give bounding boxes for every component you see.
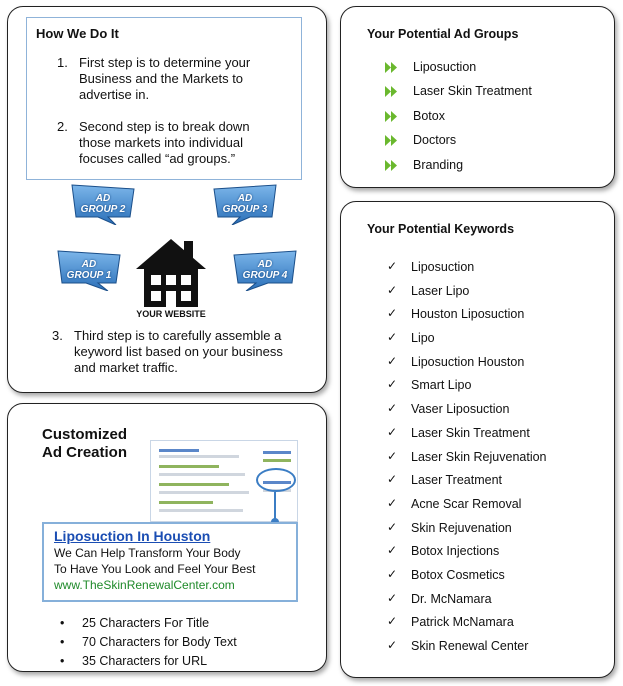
keyword-item [387, 425, 547, 449]
arrow-icon [385, 135, 401, 146]
keyword-item [387, 614, 547, 638]
keyword-label: Lipo [411, 331, 435, 346]
keyword-item [387, 283, 547, 307]
check-icon: ✓ [387, 495, 398, 510]
ad-group-4-bubble [230, 249, 300, 291]
website-label: YOUR WEBSITE [136, 309, 206, 319]
ad-group-2-line1: AD [95, 193, 111, 204]
keyword-label: Laser Lipo [411, 283, 470, 298]
ad-group-item-label: Botox [413, 108, 445, 123]
check-icon: ✓ [387, 259, 398, 273]
check-icon: ✓ [387, 614, 398, 629]
check-icon: ✓ [387, 401, 398, 416]
ad-group-3-line1: AD [237, 193, 253, 204]
ad-group-item [385, 59, 532, 83]
check-icon: ✓ [387, 282, 398, 297]
keyword-label: Patrick McNamara [411, 615, 514, 630]
ad-creation-panel [7, 403, 327, 672]
check-icon: ✓ [387, 424, 398, 439]
keyword-item [387, 638, 547, 662]
ad-group-item-label: Doctors [413, 133, 457, 148]
keyword-item [387, 496, 547, 520]
keyword-item [387, 520, 547, 544]
ad-group-item-label: Liposuction [413, 60, 477, 74]
ad-group-2-bubble [68, 183, 138, 225]
keyword-item [387, 543, 547, 567]
keyword-label: Dr. McNamara [411, 591, 492, 606]
keyword-item [387, 567, 547, 591]
ad-group-1-line1: AD [81, 259, 97, 270]
keyword-item [387, 449, 547, 473]
check-icon: ✓ [387, 472, 398, 487]
ad-group-4-line1: AD [257, 259, 273, 270]
ad-group-item-label: Branding [413, 157, 464, 172]
arrow-icon [385, 160, 401, 171]
keyword-item [387, 306, 547, 330]
check-icon: ✓ [387, 638, 398, 652]
check-icon: ✓ [387, 353, 398, 368]
magnifier-ring [256, 468, 296, 492]
keyword-label: Laser Skin Treatment [411, 425, 530, 440]
check-icon: ✓ [387, 306, 398, 321]
arrow-icon [385, 86, 401, 97]
keywords-list [387, 259, 547, 662]
limit-title: • 25 Characters For Title [60, 614, 237, 633]
keywords-panel [340, 201, 615, 678]
ad-creation-title: Customized Ad Creation [42, 426, 128, 461]
keywords-title: Your Potential Keywords [367, 222, 515, 236]
check-icon: ✓ [387, 566, 398, 581]
keyword-label: Laser Skin Rejuvenation [411, 449, 547, 464]
keyword-label: Botox Cosmetics [411, 567, 505, 582]
limit-url: • 35 Characters for URL [60, 652, 237, 671]
check-icon: ✓ [387, 448, 398, 463]
ad-group-item-label: Laser Skin Treatment [413, 84, 532, 99]
check-icon: ✓ [387, 377, 398, 392]
keyword-label: Smart Lipo [411, 378, 472, 393]
how-title: How We Do It [36, 26, 119, 41]
ad-group-item [385, 83, 532, 107]
keyword-label: Vaser Liposuction [411, 402, 510, 417]
keyword-item [387, 259, 547, 283]
arrow-icon [385, 62, 401, 73]
keyword-item [387, 401, 547, 425]
sample-ad [42, 522, 298, 602]
ad-groups-panel [340, 6, 615, 188]
arrow-icon [385, 111, 401, 122]
house-icon [136, 233, 206, 311]
keyword-label: Houston Liposuction [411, 307, 525, 322]
character-limits-list [60, 614, 237, 671]
keyword-label: Skin Rejuvenation [411, 520, 512, 535]
check-icon: ✓ [387, 543, 398, 558]
ad-url: www.TheSkinRenewalCenter.com [54, 578, 235, 592]
ad-group-1-line2: GROUP 1 [66, 270, 112, 281]
keyword-item [387, 377, 547, 401]
keyword-item [387, 354, 547, 378]
keyword-item [387, 472, 547, 496]
ad-group-item [385, 157, 532, 181]
ad-body-line-2: To Have You Look and Feel Your Best [54, 562, 256, 576]
check-icon: ✓ [387, 519, 398, 534]
ad-group-1-bubble [54, 249, 124, 291]
keyword-label: Liposuction [411, 260, 475, 274]
how-we-do-it-panel: How We Do It 1. First step is to determine your Business and the Markets to advertise in. 2. Second step is to break down those markets into individual focuses called “ad groups.” AD GROUP 2 AD GROUP 3 AD GROUP 1 AD GROUP 4 YOUR WEBSITE 3. Third step is to carefully assemble a keyword list based on your business and market traffic. [7, 6, 327, 393]
ad-group-item [385, 108, 532, 132]
limit-body: • 70 Characters for Body Text [60, 633, 237, 652]
ad-group-3-line2: GROUP 3 [222, 204, 268, 215]
keyword-item [387, 591, 547, 615]
ad-group-4-line2: GROUP 4 [242, 270, 288, 281]
steps-box: How We Do It 1. First step is to determine your Business and the Markets to advertise in. 2. Second step is to break down those markets into individual focuses called “ad groups.” [26, 17, 302, 180]
keyword-item [387, 330, 547, 354]
check-icon: ✓ [387, 590, 398, 605]
ad-group-3-bubble [210, 183, 280, 225]
ad-groups-title: Your Potential Ad Groups [367, 27, 519, 41]
check-icon: ✓ [387, 330, 398, 345]
ad-groups-list [385, 59, 532, 181]
keyword-label: Botox Injections [411, 544, 500, 559]
keyword-label: Laser Treatment [411, 473, 503, 488]
ad-headline[interactable]: Liposuction In Houston [54, 528, 211, 544]
ad-group-item [385, 132, 532, 156]
keyword-label: Acne Scar Removal [411, 496, 522, 511]
ad-group-2-line2: GROUP 2 [80, 204, 126, 215]
ad-body-line-1: We Can Help Transform Your Body [54, 546, 241, 560]
keyword-label: Skin Renewal Center [411, 639, 529, 653]
keyword-label: Liposuction Houston [411, 354, 525, 369]
